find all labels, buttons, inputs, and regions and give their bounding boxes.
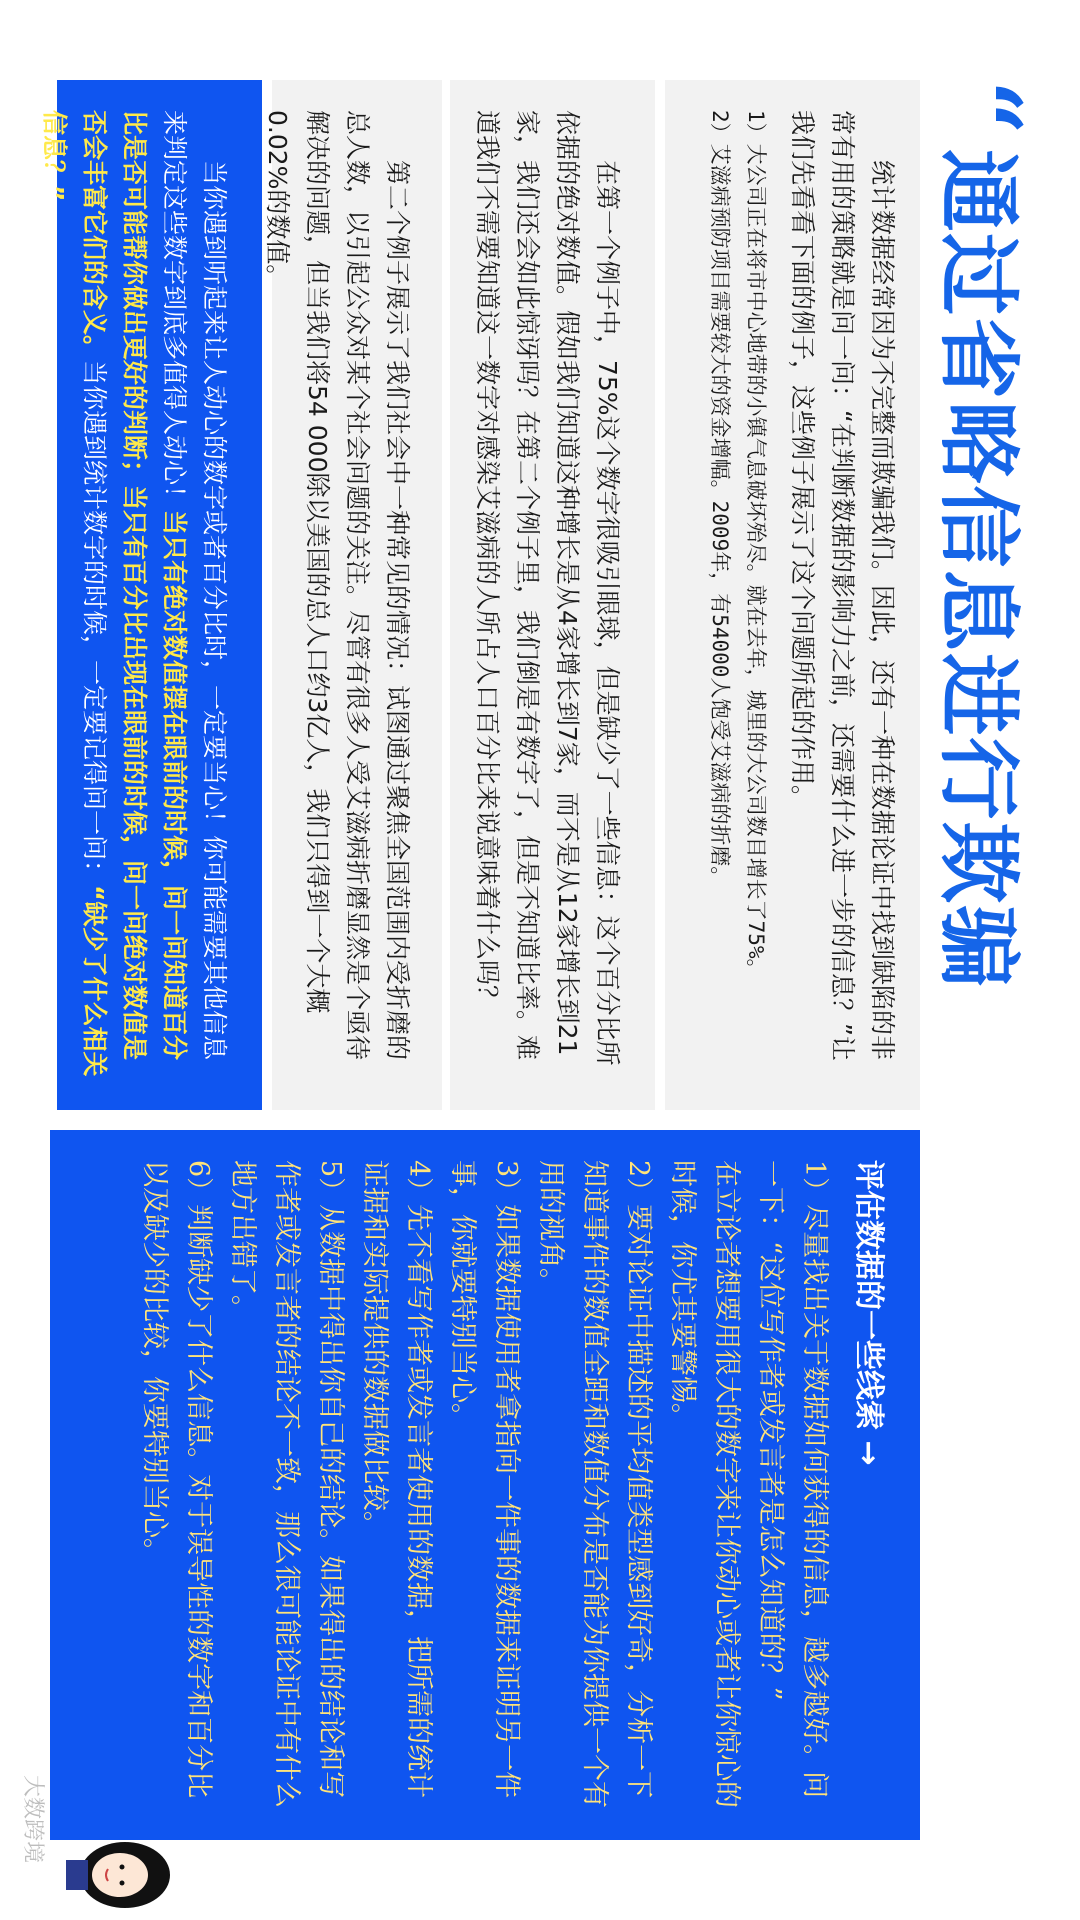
watermark: 大数跨境: [20, 1775, 45, 1864]
clue-item: 3）如果数据使用者拿指向一件事的数据来证明另一件事，你就要特别当心。: [447, 1160, 522, 1799]
example-2: 2）艾滋病预防项目需要较大的资金增幅。2009年，有54000人饱受艾滋病的折磨。: [708, 110, 732, 888]
summary-normal-1: 当你遇到听起来让人动心的数字或者百分比时，一定要当心！你可能需要其他信息来判定这些数字到底多值得人动心！: [160, 110, 229, 1061]
clue-item: 5）从数据中得出你自己的结论。如果得出的结论和写作者或发言者的结论不一致，那么很可能论证中有什么地方出错了。: [227, 1160, 346, 1808]
clues-panel: [50, 1130, 920, 1840]
summary-highlight-2: “缺少了什么相关信息？”: [40, 110, 109, 1077]
clue-item: 6）判断缺少了什么信息。对于误导性的数字和百分比以及缺少的比较，你要特别当心。: [139, 1160, 214, 1799]
clues-title: 评估数据的一些线索 →: [851, 1160, 886, 1466]
page-title-text: 通过省略信息进行欺骗: [930, 149, 1026, 990]
quote-icon: “: [929, 80, 1042, 136]
clue-item: 在立论者想要用很大的数字来让你动心或者让你惊心的时候，你尤其要警惕。: [667, 1160, 742, 1808]
avatar-illustration: [60, 1830, 180, 1920]
paragraph-panel-2: [263, 80, 442, 1110]
intro-panel: [665, 80, 920, 1110]
paragraph-1: 在第一个例子中，75%这个数字很吸引眼球，但是缺少了一些信息：这个百分比所依据的绝对数值。假如我们知道这种增长是从4家增长到7家，而不是从12家增长到21家，我们还会如此惊讶吗？在第二个例子里，我们倒是有数字了，但是不知道比率。难道我们不需要知道这一数字对感染艾滋病的人所占人口百分比来说意味着什么吗？: [473, 110, 622, 1066]
clue-item: 1）尽量找出关于数据如何获得的信息，越多越好。问一下：“这位写作者或发言者是怎么知道的？”: [755, 1160, 830, 1799]
paragraph-panel-1: [450, 80, 655, 1110]
clue-item: 2）要对论证中描述的平均值类型感到好奇，分析一下知道事件的数值全距和数值分布是否能为你提供一个有用的视角。: [535, 1160, 654, 1808]
clue-item: 4）先不看写作者或发言者使用的数据，把所需的统计证据和实际提供的数据做比较。: [359, 1160, 434, 1799]
summary-text: [34, 110, 234, 1080]
summary-highlight-1: 当只有绝对数值摆在眼前的时候，问一问知道百分比是否可能帮你做出更好的判断；当只有百分比出现在眼前的时候，问一问绝对数值是否会丰富它们的含义。: [80, 110, 189, 1061]
summary-panel: [40, 80, 262, 1110]
intro-text: 统计数据经常因为不完整而欺骗我们。因此，还有一种在数据论证中找到缺陷的非常有用的策略就是问一问：“在判断数据的影响力之前，还需要什么进一步的信息？”让我们先看看下面的例子，这些例子展示了这个问题所起的作用。: [788, 110, 897, 1061]
summary-normal-2: 当你遇到统计数字的时候，一定要记得问一问：: [80, 360, 109, 886]
paragraph-2: 第二个例子展示了我们社会中一种常见的情况：试图通过聚焦全国范围内受折磨的总人数，以引起公众对某个社会问题的关注。尽管有很多人受艾滋病折磨显然是个亟待解决的问题，但当我们将54 000除以美国的总人口约3亿人，我们只得到一个大概0.02%的数值。: [263, 110, 412, 1061]
example-1: 1）大公司正在将市中心地带的小镇气息破坏殆尽。就在去年，城里的大公司数目增长了75%。: [744, 110, 768, 980]
avatar-icon: [60, 1830, 180, 1920]
page-title: [930, 80, 1040, 989]
